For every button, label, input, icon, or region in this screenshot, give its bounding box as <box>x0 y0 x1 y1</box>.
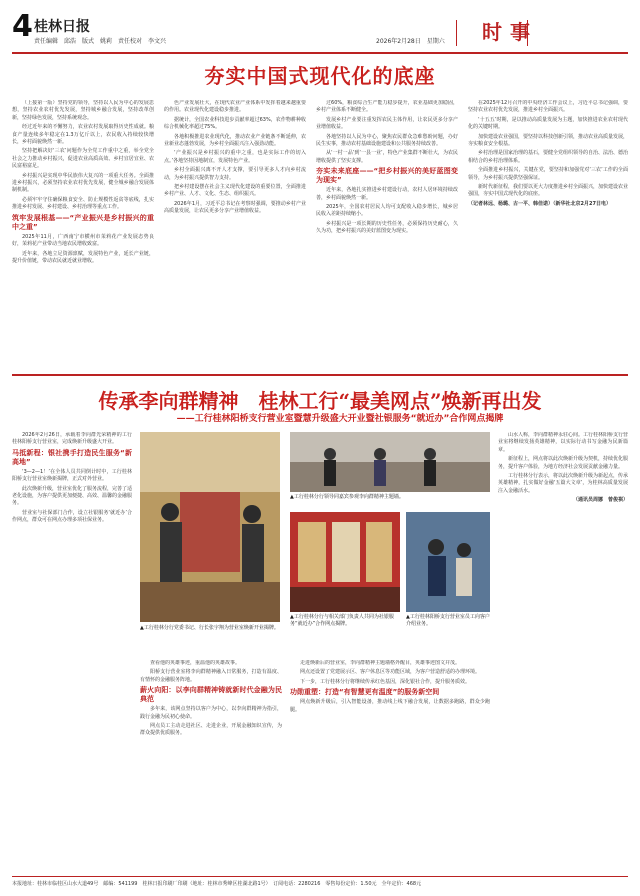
photo-guests <box>290 432 490 492</box>
article1-byline: （记者林远、杨璐、古一平、韩佳诺）（新华社北京2月27日电） <box>468 200 611 207</box>
paragraph: 下一步，工行桂林分行将继续传承红色基因，深化银社合作，提升服务质效。 <box>300 678 471 685</box>
paragraph: 乡村全面振兴离不开人才支撑，要引导更多人才向乡村流动，为乡村振兴提供智力支持。 <box>164 167 306 181</box>
photo-opening-ceremony-caption: ▲工行桂林分行党委书记、行长张宇翔为营业室焕新开业揭牌。 <box>140 625 279 631</box>
section-title: 时事 <box>482 20 538 44</box>
article1-col4 <box>468 100 628 368</box>
masthead: 桂林日报 <box>34 19 90 35</box>
article2-col1 <box>12 432 132 872</box>
paragraph: 过60%，粮食综合生产能力稳步提升，农业基础更加稳固，乡村产业体系不断健全。 <box>316 100 458 114</box>
paragraph: 必须牢牢守住确保粮食安全、防止规模性返贫等底线，扎实推进乡村发展、乡村建设、乡村治理等重点工作。 <box>12 196 154 211</box>
paragraph: 2026年2月26日，承载着李向群光荣精神的工行桂林阳桥支行营业室，完成焕新升级盛大开业。 <box>12 432 132 446</box>
photo-guests-caption: ▲工行桂林分行领导同嘉宾参观李向群精神主题墙。 <box>290 494 404 500</box>
paragraph: 网点还设置了党建展示区、客户休息区等功能区域，为客户营造舒适的办理环境。 <box>300 669 481 676</box>
article-divider <box>12 374 628 376</box>
footer-rule <box>12 876 628 877</box>
paragraph: 网点焕新升级后，引入智能设备，推动线上线下融合发展，让数据多跑路，群众少跑腿。 <box>290 699 490 713</box>
paragraph: 把乡村建设摆在社会主义现代化建设的重要位置，全面推进乡村产业、人才、文化、生态、组织振兴。 <box>164 184 306 198</box>
paragraph: 近年来，各地立足资源禀赋，发展特色产业，延长产业链，提升价值链，带动农民就近就业增收。 <box>12 250 154 264</box>
paragraph: 加快建设农业强国，要坚持以科技创新引领，推动农业高质量发展，夯实粮食安全根基。 <box>468 133 628 148</box>
paragraph: 走进焕新后的营业室，李向群精神主题墙格外醒目，英雄事迹图文并茂。 <box>300 660 461 666</box>
paragraph: 乡村治理是国家治理的基石，要健全党组织领导的自治、法治、德治相结合的乡村治理体系。 <box>468 150 628 164</box>
paragraph: 此次焕新升级，营业室优化了服务流程，完善了适老化设施，为客户提供更加便捷、高效、温馨的金融服务。 <box>12 485 132 507</box>
issue-date: 2026年2月28日 星期六 <box>376 38 445 45</box>
paragraph: 网点员工主动走进社区、走进企业，开展金融知识宣传，为群众提供优质服务。 <box>140 723 282 737</box>
paragraph: 各地坚持以人民为中心，聚焦农民群众急难愁盼问题，办好民生实事，推动农村基础设施建设和公共服务持续改善。 <box>316 133 458 148</box>
paragraph: 坚持把解决好‘三农’问题作为全党工作重中之重，举全党全社会之力推动乡村振兴，促进农业高质高效、乡村宜居宜业、农民富裕富足。 <box>12 148 154 170</box>
photo-hero-wall-illustration <box>290 512 400 612</box>
paragraph: 2026年1月，习近平总书记在考察时强调，要推动乡村产业高质量发展，让农民更多分享产业增值收益。 <box>164 200 306 215</box>
paragraph: 发展乡村产业要注重发挥农民主体作用，让农民更多分享产业增值收益。 <box>316 116 458 131</box>
photo-staff-service <box>406 512 490 612</box>
paragraph: 近年来，各地扎实推进乡村建设行动，农村人居环境持续改善，乡村面貌焕然一新。 <box>316 187 458 201</box>
paragraph: ‘3—2—1！’在全体人员共同倒计时中，工行桂林阳桥支行营业室焕新揭牌，正式对外营业。 <box>12 468 132 483</box>
article2-subhead-3: 功勋重塑：打造“有智慧更有温度”的服务新空间 <box>290 688 440 697</box>
paragraph: （上接第一版）坚持党的领导，坚持以人民为中心的发展思想，坚持农业农村优先发展，坚持城乡融合发展，坚持改革创新，坚持绿色发展，坚持系统观念。 <box>12 100 154 121</box>
paragraph: 新征程上，网点将以此次焕新升级为契机，持续优化服务，提升客户体验，为地方经济社会发展贡献金融力量。 <box>498 456 628 470</box>
page-number: 4 <box>12 9 33 44</box>
article2-subtitle: ——工行桂林阳桥支行营业室暨慧升级盛大开业暨社银服务“就近办”合作网点揭牌 <box>176 414 504 424</box>
paragraph: 工行桂林分行表示，将以此次焕新升级为新起点，传承英雄精神，扎实做好金融‘五篇大文章’，为桂林高质量发展注入金融活水。 <box>498 473 628 494</box>
photo-staff-service-illustration <box>406 512 490 612</box>
photo-opening-ceremony <box>140 432 280 622</box>
paragraph: 多年来，该网点坚持以客户为中心，以李向群精神为指引，践行金融为民初心使命。 <box>140 706 282 720</box>
paragraph: 在2025年12月召开的中央经济工作会议上，习近平总书记强调，要坚持农业农村优先发展，推进乡村全面振兴。 <box>468 100 628 114</box>
article1-title: 夯实中国式现代化的底座 <box>204 64 436 88</box>
paragraph: 山水人称，李向群精神永驻心间。工行桂林阳桥支行营业室将继续发扬英雄精神，以实际行动书写金融为民新篇章。 <box>498 432 628 453</box>
paragraph: 色产业发展壮大，在现代农业产业体系中发挥着越来越重要的作用。农业现代化建设稳步推进。 <box>164 100 306 114</box>
paragraph: ‘产业振兴是乡村振兴的重中之重，也是实际工作的切入点。’各地坚持因地制宜，发展特色产业。 <box>164 150 306 164</box>
photo-opening-ceremony-illustration <box>140 432 280 622</box>
staff-line: 责任编辑 邱浩 版式 姚莉 责任校对 李文兴 <box>34 38 167 45</box>
article2-subhead-2: 薪火向阳：以李向群精神铸就新时代金融为民典范 <box>140 686 282 704</box>
article1-subhead-1: 筑牢发展根基——“产业振兴是乡村振兴的重中之重” <box>12 213 154 231</box>
paragraph: 新时代新征程，我们要以更大力度推进乡村全面振兴，加快建设农业强国，夯实中国式现代化的底座。 <box>468 184 628 198</box>
paragraph: 营业室与社保部门合作，设立社银服务‘就近办’合作网点，群众可在网点办理多项社保业务。 <box>12 509 132 524</box>
article1-col3 <box>316 100 458 368</box>
photo-hero-wall <box>290 512 400 612</box>
article2-byline: （通讯员周娜 曾俊祺） <box>572 497 628 504</box>
paragraph: ‘十五五’时期，是以推动高质量发展为主题，加快推进农业农村现代化的关键时期。 <box>468 116 628 131</box>
page-header <box>12 9 628 50</box>
paragraph: 据统计，全国农业科技进步贡献率超过63%，农作物耕种收综合机械化率超过75%。 <box>164 116 306 131</box>
article2-col2 <box>140 660 282 872</box>
article1-subhead-2: 夯实未来底座——“把乡村振兴的美好蓝图变为现实” <box>316 167 458 185</box>
paragraph: 2025年11月，广西南宁市横州市茉莉花产业发展态势良好，茉莉花产业带动当地农民增收致富。 <box>12 233 154 248</box>
paragraph: 全面推进乡村振兴，关键在党，要坚持和加强党对‘三农’工作的全面领导，为乡村振兴提供坚强保证。 <box>468 167 628 181</box>
header-rule <box>12 52 628 54</box>
article1-col1 <box>12 100 154 368</box>
photo-staff-service-caption: ▲工行桂林阳桥支行营业室员工向客户介绍业务。 <box>406 614 490 627</box>
page-footer: 本报地址：桂林市临桂区山水大道49号 邮编：541199 桂林日报印刷厂印刷（地址：桂林市秀峰区桂湖北路1号） 订阅电话：2280216 零售每份定价：1.50元 全年定价：468元 <box>12 881 422 887</box>
paragraph: 乡村振兴是一项长期的历史性任务，必须保持历史耐心，久久为功，把乡村振兴的美好蓝图变为现实。 <box>316 220 458 235</box>
paragraph: 乡村振兴是实现中华民族伟大复兴的一项重大任务。全面推进乡村振兴，必须坚持农业农村优先发展，健全城乡融合发展体制机制。 <box>12 172 154 194</box>
article2-col3 <box>290 660 490 872</box>
paragraph: 经过近年来的不懈努力，农业农村发展取得历史性成就。粮食产量连续多年稳定在1.3万亿斤以上，农民收入持续较快增长，乡村面貌焕然一新。 <box>12 124 154 146</box>
article1-col2 <box>164 100 306 368</box>
photo-hero-wall-caption: ▲工行桂林分行与相关部门负责人共同为社银服务“就近办”合作网点揭牌。 <box>290 614 394 627</box>
photo-guests-illustration <box>290 432 490 492</box>
article2-subhead-1: 马抵新程：银社携手打造民生服务“新高地” <box>12 448 132 466</box>
paragraph: 从‘一村一品’到‘一县一业’，特色产业集群不断壮大，为农民增收提供了坚实支撑。 <box>316 150 458 164</box>
paragraph: 阳桥支行营业室将李向群精神融入日常服务，打造有温度、有情怀的金融服务阵地。 <box>140 669 282 683</box>
paragraph: 2025年，全国农村居民人均可支配收入稳步增长，城乡居民收入差距持续缩小。 <box>316 204 458 218</box>
article2-col4 <box>498 432 628 872</box>
article2-title: 传承李向群精神 桂林工行“最美网点”焕新再出发 <box>98 389 542 413</box>
paragraph: 查看他的英雄事迹，重温他的英雄故事。 <box>150 660 241 666</box>
paragraph: 各地积极推进农业现代化，推动农业产业链条不断延伸，农业新业态蓬勃发展，为乡村全面振兴注入强劲动能。 <box>164 133 306 148</box>
